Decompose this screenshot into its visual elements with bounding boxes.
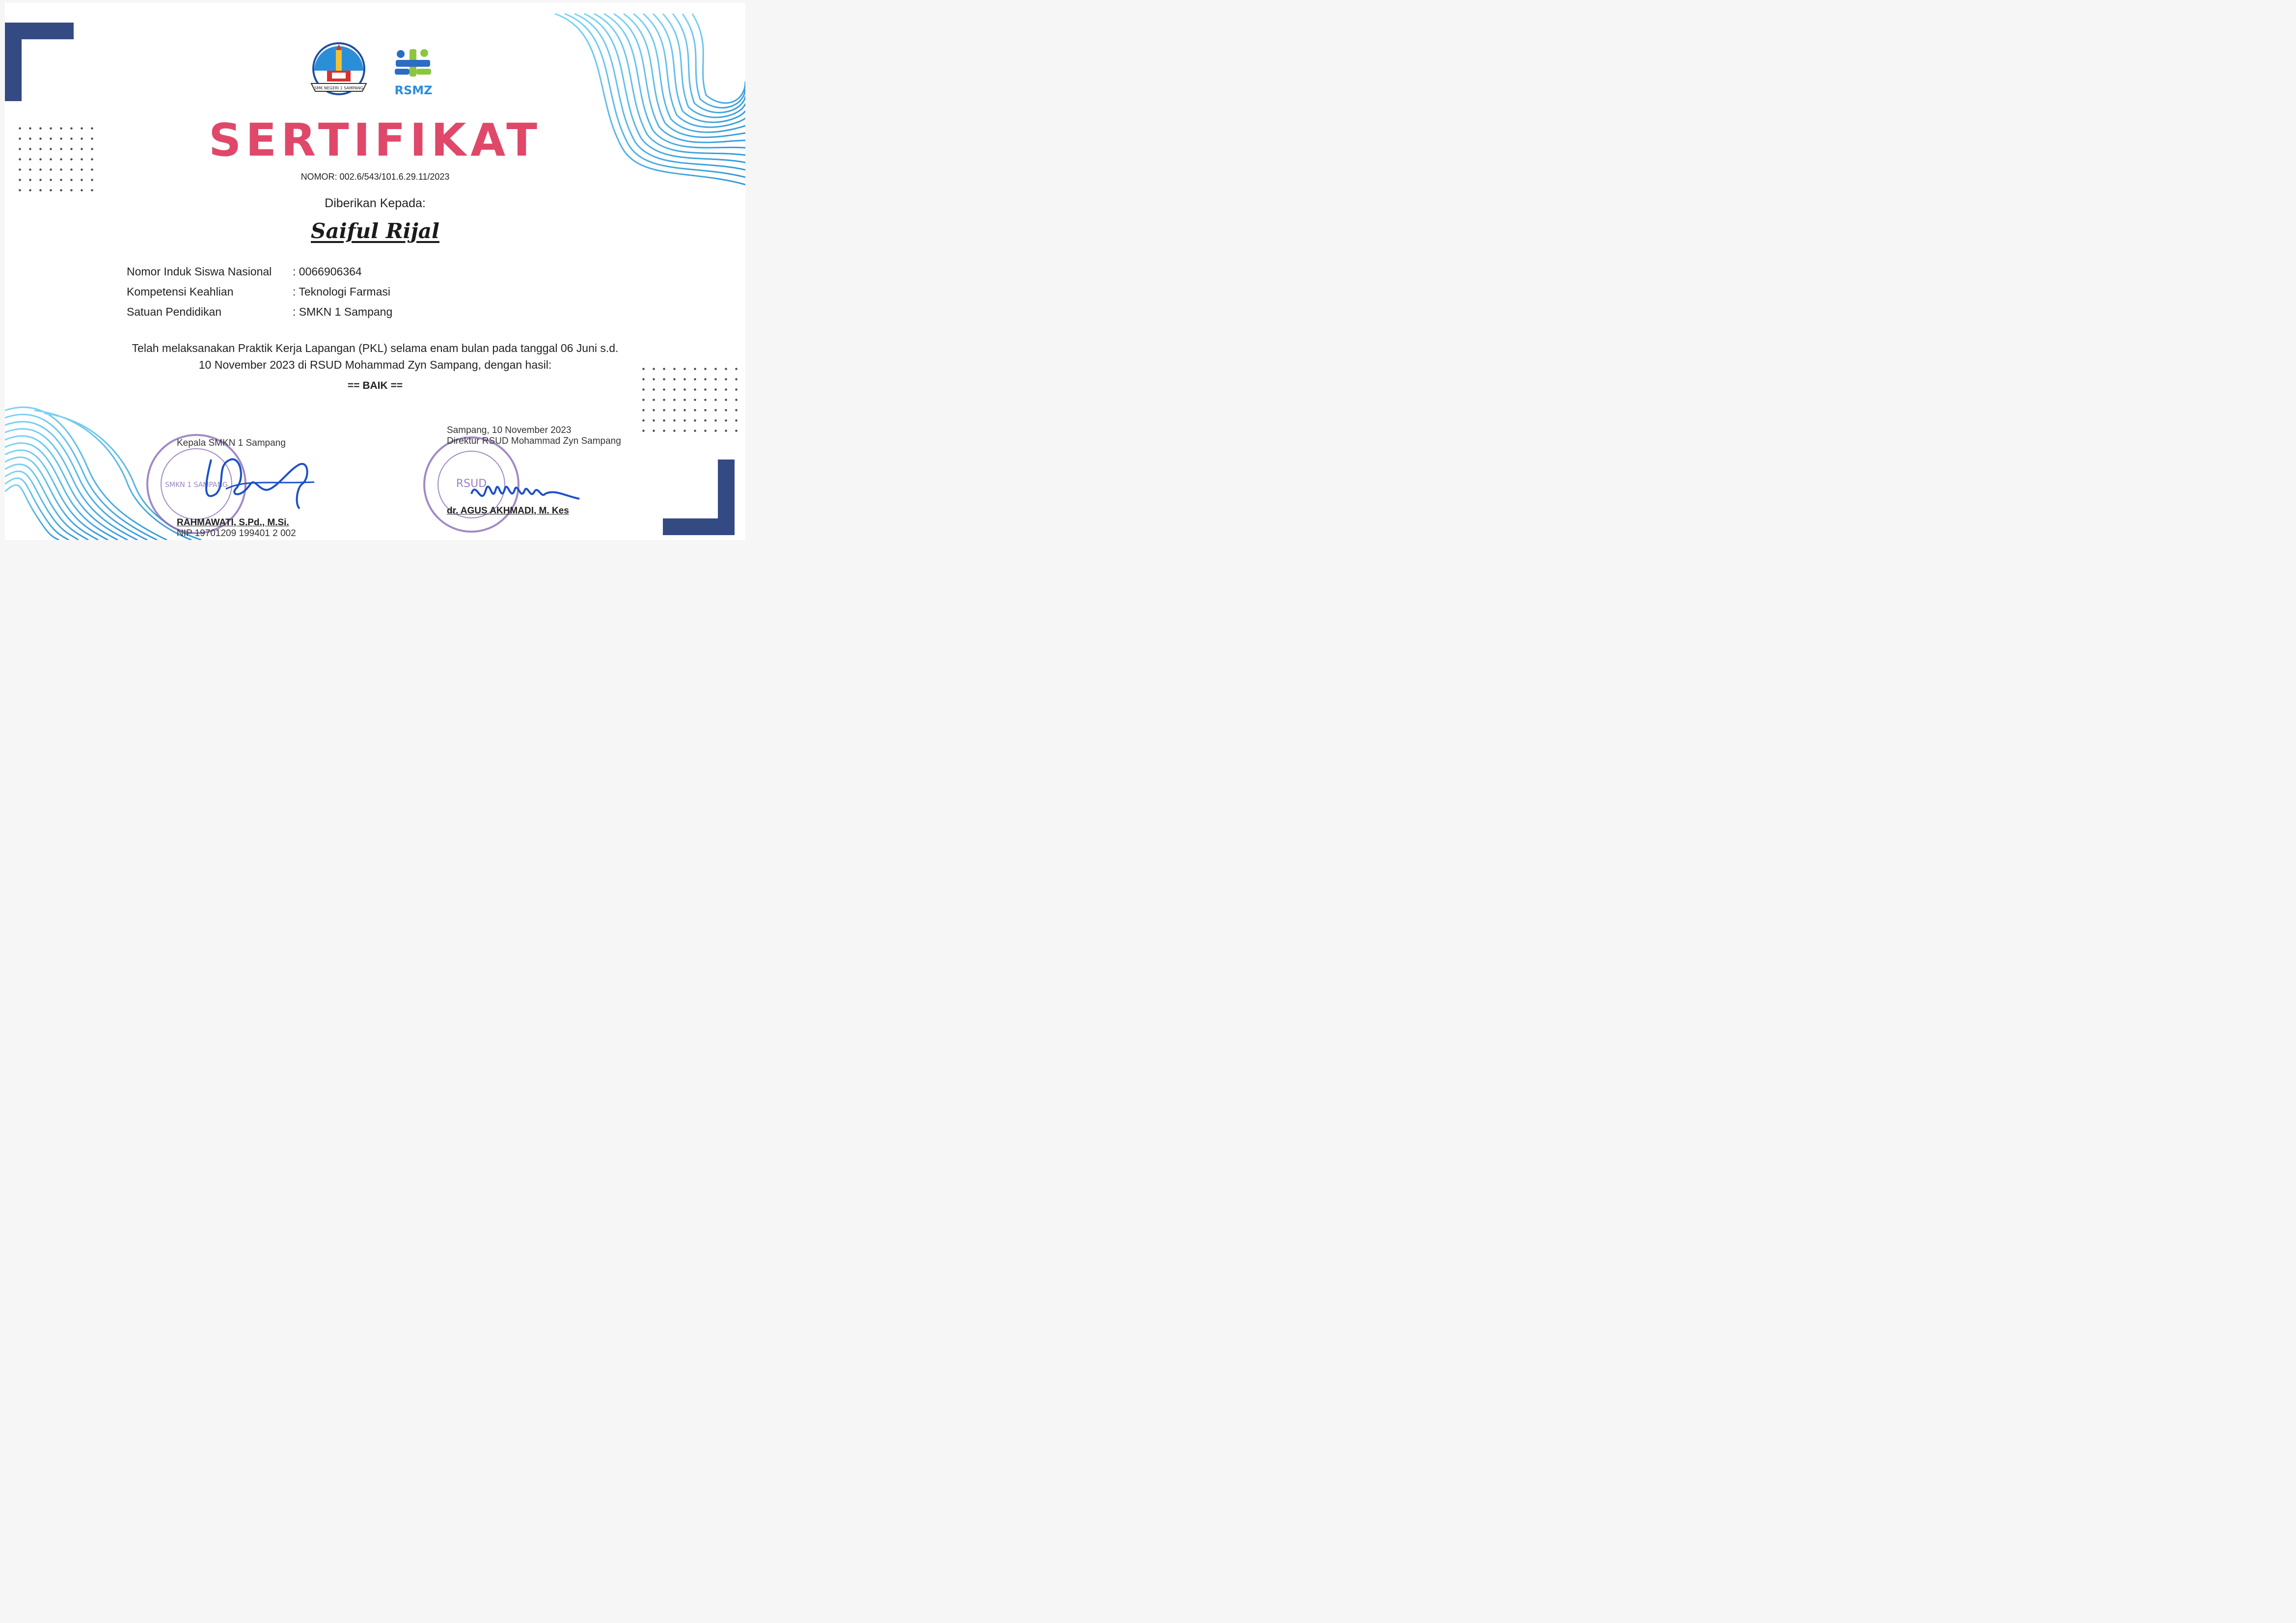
signing-place-date: Sampang, 10 November 2023 <box>447 425 572 435</box>
hospital-signature-block <box>447 425 673 516</box>
details-value: : Teknologi Farmasi <box>293 285 390 298</box>
result-grade: == BAIK == <box>347 380 403 391</box>
school-signer-nip: NIP 19701209 199401 2 002 <box>177 528 296 539</box>
smk-logo <box>307 42 370 100</box>
details-label: Satuan Pendidikan <box>127 305 222 318</box>
svg-text:SMK NEGERI 1 SAMPANG: SMK NEGERI 1 SAMPANG <box>314 86 363 90</box>
details-label: Nomor Induk Siswa Nasional <box>127 265 272 278</box>
school-signer-name: RAHMAWATI, S.Pd., M.Si. <box>177 517 289 528</box>
details-value: : 0066906364 <box>293 265 362 278</box>
school-signature-block <box>177 438 334 539</box>
given-to-label: Diberikan Kepada: <box>325 196 426 210</box>
rsmz-logo <box>390 46 437 99</box>
certificate-page <box>5 3 745 540</box>
description-line-1: Telah melaksanakan Praktik Kerja Lapangan (PKL) selama enam bulan pada tanggal 06 Juni s.d. <box>132 342 619 354</box>
recipient-name-wrap <box>5 219 745 243</box>
svg-text:RSUD: RSUD <box>456 478 487 490</box>
description <box>5 340 745 373</box>
svg-text:SMKN 1 SAMPANG: SMKN 1 SAMPANG <box>165 481 228 489</box>
school-signer-role: Kepala SMKN 1 Sampang <box>177 438 286 448</box>
recipient-name: Saiful Rijal <box>311 219 439 243</box>
description-line-2: 10 November 2023 di RSUD Mohammad Zyn Sampang, dengan hasil: <box>198 358 552 371</box>
hospital-signer-role: Direktur RSUD Mohammad Zyn Sampang <box>447 436 621 446</box>
certificate-number: NOMOR: 002.6/543/101.6.29.11/2023 <box>301 172 450 182</box>
details-value: : SMKN 1 Sampang <box>293 305 393 318</box>
hospital-signer-name: dr. AGUS AKHMADI, M. Kes <box>447 506 569 516</box>
svg-text:RSMZ: RSMZ <box>394 83 433 97</box>
details-label: Kompetensi Keahlian <box>127 285 234 298</box>
certificate-title: SERTIFIKAT <box>209 114 542 166</box>
